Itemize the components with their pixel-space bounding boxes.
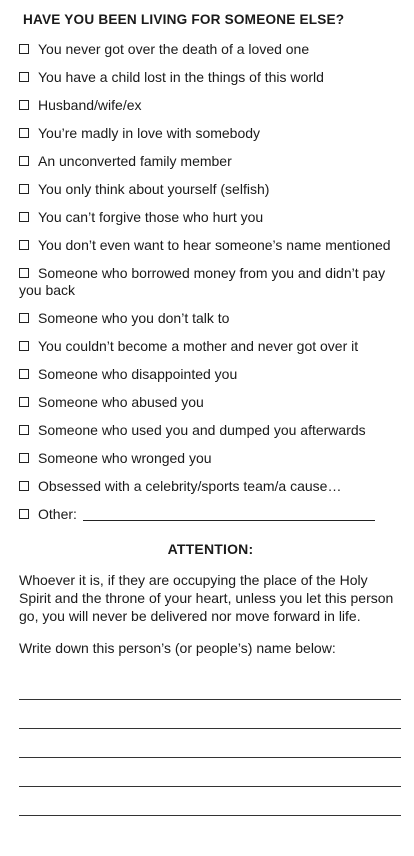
checklist-item-label: You couldn’t become a mother and never got over it [38, 338, 359, 354]
checkbox-icon[interactable] [19, 184, 29, 194]
checklist-item-label: You can’t forgive those who hurt you [38, 209, 264, 225]
checklist-item-label: Obsessed with a celebrity/sports team/a cause… [38, 478, 342, 494]
checkbox-icon[interactable] [19, 240, 29, 250]
page-title: HAVE YOU BEEN LIVING FOR SOMEONE ELSE? [23, 12, 345, 27]
checkbox-icon[interactable] [19, 156, 29, 166]
name-write-line[interactable] [19, 729, 401, 758]
name-write-lines [19, 671, 402, 816]
attention-body: Whoever it is, if they are occupying the place of the Holy Spirit and the throne of your heart, unless you let this person go, you will never be delivered nor move forward in life. [19, 572, 394, 624]
checkbox-icon[interactable] [19, 481, 29, 491]
name-write-line[interactable] [19, 787, 401, 816]
checklist-item[interactable] [19, 422, 402, 439]
checkbox-icon[interactable] [19, 397, 29, 407]
checkbox-icon[interactable] [19, 453, 29, 463]
checklist-item-label: Someone who used you and dumped you afterwards [38, 422, 366, 438]
checklist-item-label: You never got over the death of a loved one [38, 41, 310, 57]
checklist-item[interactable] [19, 338, 402, 355]
checkbox-icon[interactable] [19, 44, 29, 54]
name-write-line[interactable] [19, 700, 401, 729]
checklist-item[interactable] [19, 97, 402, 114]
write-instruction: Write down this person’s (or people’s) name below: [19, 640, 336, 656]
checkbox-icon[interactable] [19, 100, 29, 110]
checklist-item[interactable] [19, 237, 402, 254]
checklist-item[interactable] [19, 41, 402, 58]
checklist-item-label: You’re madly in love with somebody [38, 125, 261, 141]
checkbox-icon[interactable] [19, 509, 29, 519]
other-write-in-line[interactable] [83, 519, 375, 521]
checkbox-icon[interactable] [19, 212, 29, 222]
checkbox-icon[interactable] [19, 341, 29, 351]
checklist-item[interactable] [19, 394, 402, 411]
checklist-item-label: You have a child lost in the things of this world [38, 69, 324, 85]
checklist-item[interactable] [19, 310, 402, 327]
checklist-item[interactable] [19, 69, 402, 86]
checkbox-icon[interactable] [19, 369, 29, 379]
checkbox-icon[interactable] [19, 128, 29, 138]
checklist-item[interactable] [19, 478, 402, 495]
checkbox-icon[interactable] [19, 72, 29, 82]
checklist-item[interactable] [19, 153, 402, 170]
attention-heading: ATTENTION: [167, 541, 254, 557]
checklist-item-label: Someone who you don’t talk to [38, 310, 230, 326]
checkbox-icon[interactable] [19, 268, 29, 278]
checklist-item-label: Someone who abused you [38, 394, 204, 410]
checklist [19, 41, 402, 523]
checklist-item-label: Someone who wronged you [38, 450, 212, 466]
checklist-item-label: You only think about yourself (selfish) [38, 181, 270, 197]
checklist-item-label: Someone who borrowed money from you and didn’t pay you back [19, 265, 386, 298]
checklist-item-label: Husband/wife/ex [38, 97, 142, 113]
checklist-item-label: Someone who disappointed you [38, 366, 238, 382]
checklist-item-label: An unconverted family member [38, 153, 232, 169]
checklist-item[interactable] [19, 209, 402, 226]
checklist-item[interactable] [19, 450, 402, 467]
checkbox-icon[interactable] [19, 425, 29, 435]
name-write-line[interactable] [19, 671, 401, 700]
checkbox-icon[interactable] [19, 313, 29, 323]
checklist-item-label: Other: [38, 506, 77, 522]
checklist-item[interactable] [19, 366, 402, 383]
checklist-item-label: You don’t even want to hear someone’s name mentioned [38, 237, 391, 253]
checklist-item[interactable] [19, 181, 402, 198]
checklist-item-other[interactable] [19, 506, 402, 523]
checklist-item[interactable] [19, 265, 402, 299]
checklist-item[interactable] [19, 125, 402, 142]
name-write-line[interactable] [19, 758, 401, 787]
